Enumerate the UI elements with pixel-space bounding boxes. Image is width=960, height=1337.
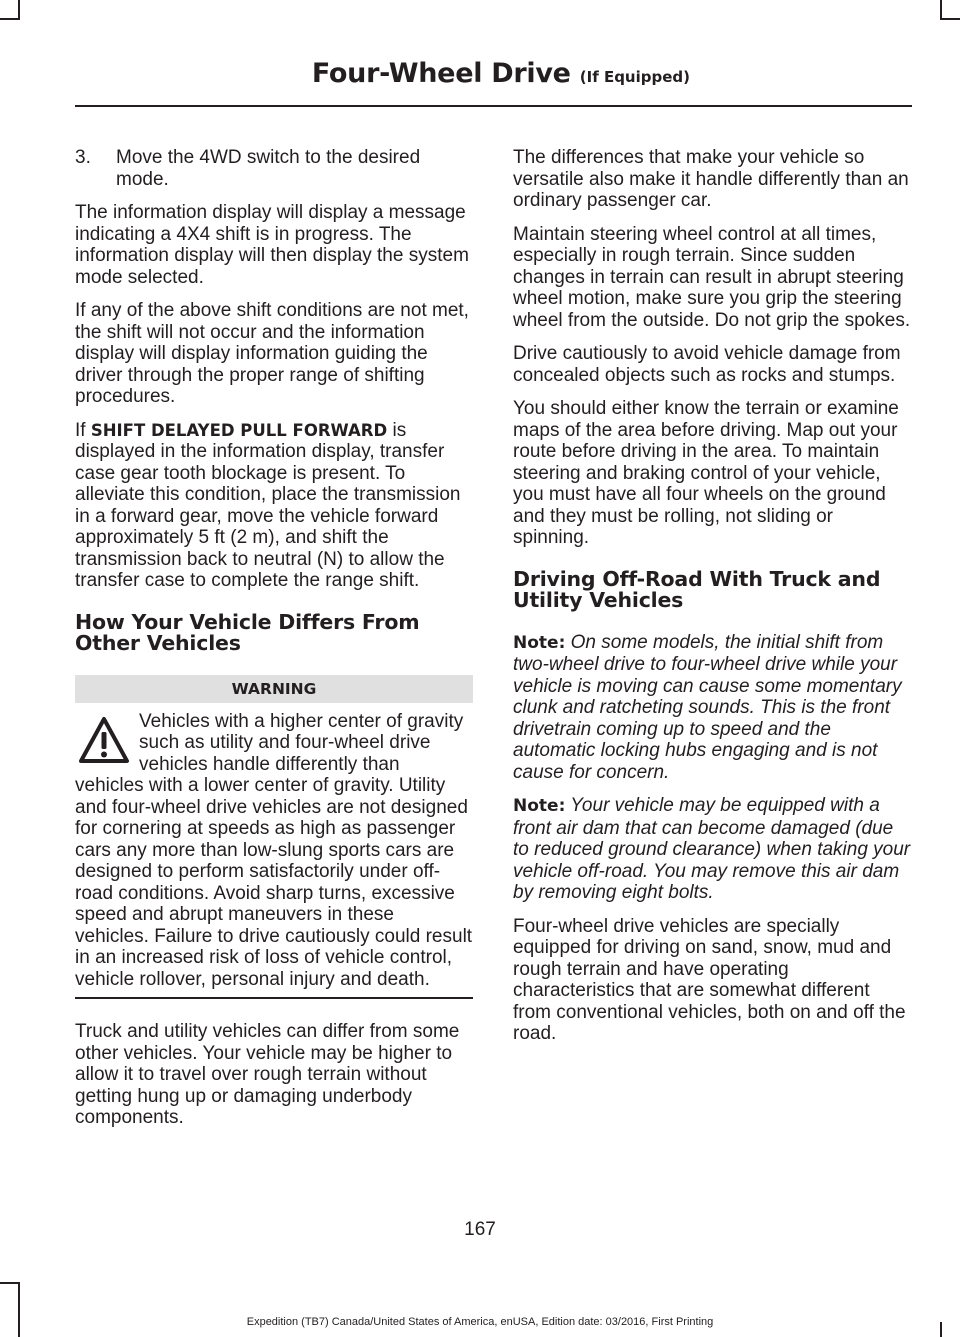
paragraph: You should either know the terrain or examine maps of the area before driving. Map out your route before driving in the area. To maintain steering and braking control of your vehicle, you must have all four wheels on the ground and they must be rolling, not sliding or spinning. xyxy=(513,398,899,548)
text-run: If xyxy=(75,419,91,441)
warning-triangle-icon xyxy=(75,713,133,769)
warning-header: WARNING xyxy=(75,675,473,703)
crop-mark-top-left-h xyxy=(0,18,20,20)
header-divider xyxy=(75,105,912,107)
crop-mark-bottom-left-h xyxy=(0,1282,20,1284)
page-header-title xyxy=(312,58,690,89)
note-label: Note: xyxy=(513,796,566,816)
paragraph: The differences that make your vehicle so versatile also make it handle differently than an ordinary passenger car. xyxy=(513,147,909,211)
paragraph: The information display will display a message indicating a 4X4 shift is in progress. The information display will then display the system mode selected. xyxy=(75,202,469,288)
display-message-text: SHIFT DELAYED PULL FORWARD xyxy=(90,420,388,440)
note-text: On some models, the initial shift from two-wheel drive to four-wheel drive while your vehicle is moving can cause some momentary clunk and ratcheting sounds. This is the front drivetrain coming up to speed and the automatic locking hubs engaging and is not cause for concern. xyxy=(513,631,902,783)
warning-text: Vehicles with a higher center of gravity such as utility and four-wheel drive vehicles handle differently than vehicles with a lower center of gravity. Utility and four-wheel drive vehicles are not designed for cornering at speeds as high as passenger cars any more than low-slung sports cars are designed to perform satisfactorily under off-road conditions. Avoid sharp turns, excessive speed and abrupt maneuvers in these vehicles. Failure to drive cautiously could result in an increased risk of loss of vehicle control, vehicle rollover, personal injury and death. xyxy=(75,710,473,990)
step-number: 3. xyxy=(75,147,91,168)
note-text: Your vehicle may be equipped with a front air dam that can become damaged (due to reduced ground clearance) when taking your vehicle off-road. You may remove this air dam by removing eight bolts. xyxy=(513,795,911,903)
section-heading: How Your Vehicle Differs From Other Vehicles xyxy=(75,609,420,655)
crop-mark-bottom-left xyxy=(18,1282,20,1337)
section-heading: Driving Off-Road With Truck and Utility Vehicles xyxy=(513,566,881,612)
page-footer: Expedition (TB7) Canada/United States of America, enUSA, Edition date: 03/2016, First Printing xyxy=(246,1316,714,1328)
crop-mark-top-left xyxy=(18,0,20,20)
paragraph: Drive cautiously to avoid vehicle damage from concealed objects such as rocks and stumps. xyxy=(513,343,901,386)
note-label: Note: xyxy=(513,632,566,653)
header-title-text: Four-Wheel Drive xyxy=(311,58,571,89)
left-column xyxy=(75,147,473,1141)
step-item xyxy=(75,147,473,190)
header-subtitle: (If Equipped) xyxy=(579,68,690,86)
crop-mark-top-right-h xyxy=(940,18,960,20)
text-run: is displayed in the information display, transfer case gear tooth blockage is present. To alleviate this condition, place the transmission in a forward gear, move the vehicle forward approximately 5 ft (2 m), and shift the transmission back to neutral (N) to allow the transfer case to complete the range shift. xyxy=(75,419,461,591)
note xyxy=(513,795,911,904)
page-number: 167 xyxy=(464,1219,496,1240)
warning-box xyxy=(75,711,473,991)
paragraph xyxy=(75,420,473,592)
crop-mark-top-right xyxy=(940,0,942,20)
warning-divider xyxy=(75,997,473,999)
right-column xyxy=(513,147,911,1057)
paragraph: Truck and utility vehicles can differ from some other vehicles. Your vehicle may be higher to allow it to travel over rough terrain without getting hung up or damaging underbody components. xyxy=(75,1021,460,1128)
step-text: Move the 4WD switch to the desired mode. xyxy=(116,147,421,190)
paragraph: Four-wheel drive vehicles are specially equipped for driving on sand, snow, mud and rough terrain and have operating characteristics that are somewhat different from conventional vehicles, both on and off the road. xyxy=(513,915,906,1044)
paragraph: If any of the above shift conditions are not met, the shift will not occur and the information display will display information guiding the driver through the proper range of shifting procedures. xyxy=(75,300,469,407)
paragraph: Maintain steering wheel control at all times, especially in rough terrain. Since sudden changes in terrain can result in abrupt steering wheel motion, make sure you grip the steering wheel from the outside. Do not grip the spokes. xyxy=(513,223,911,331)
note xyxy=(513,632,911,784)
